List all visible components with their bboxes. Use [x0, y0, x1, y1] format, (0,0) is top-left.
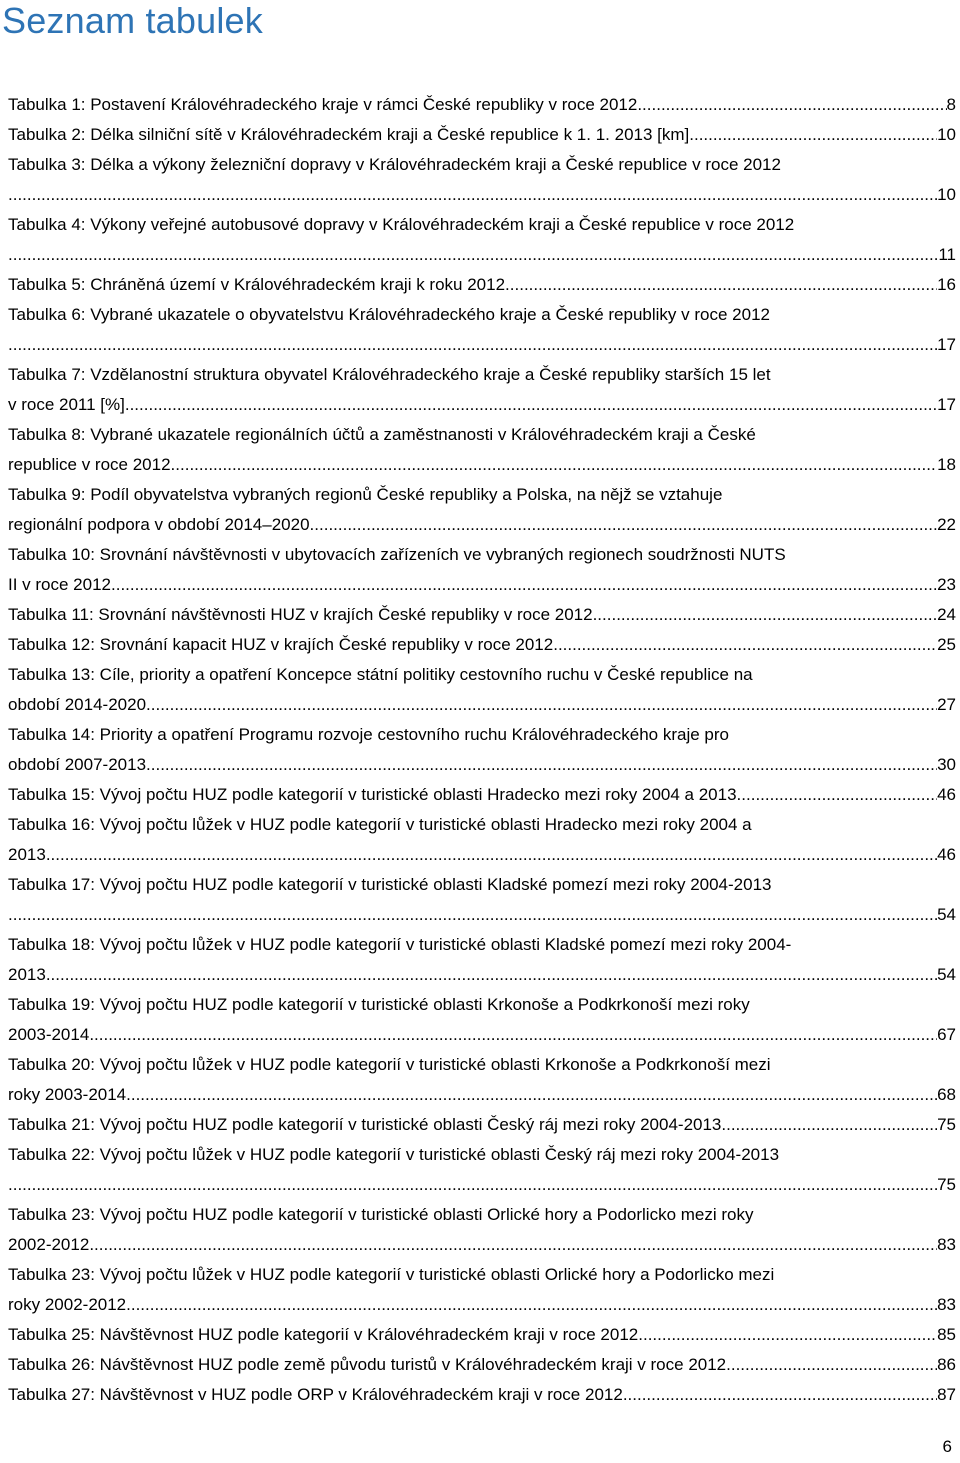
toc-entry-text: 2013 — [8, 845, 46, 864]
toc-entry-text: Tabulka 8: Vybrané ukazatele regionálních účtů a zaměstnanosti v Královéhradeckém kraji a České — [8, 425, 756, 444]
toc-entry-last-line — [8, 240, 956, 270]
dot-leader — [171, 450, 938, 480]
toc-entry-page: 87 — [937, 1385, 956, 1404]
toc-entry-text: 2003-2014 — [8, 1025, 90, 1044]
toc-entry-last-line — [8, 1320, 956, 1350]
toc-entry[interactable] — [8, 480, 956, 540]
toc-entry-last-line — [8, 1380, 956, 1410]
toc-entry-text: 2013 — [8, 965, 46, 984]
dot-leader — [8, 240, 938, 270]
toc-entry-text: republice v roce 2012 — [8, 455, 171, 474]
toc-entry[interactable] — [8, 990, 956, 1050]
toc-entry-last-line — [8, 960, 956, 990]
toc-entry-last-line — [8, 1080, 956, 1110]
toc-entry[interactable] — [8, 120, 956, 150]
toc-entry-page: 17 — [937, 335, 956, 354]
toc-entry-page: 8 — [946, 95, 956, 114]
dot-leader — [689, 120, 937, 150]
toc-entry-last-line — [8, 1170, 956, 1200]
toc-entry-text: Tabulka 16: Vývoj počtu lůžek v HUZ podle kategorií v turistické oblasti Hradecko mezi roky 2004 a — [8, 815, 752, 834]
toc-entry-page: 75 — [937, 1175, 956, 1194]
dot-leader — [310, 510, 938, 540]
toc-entry-page: 27 — [937, 695, 956, 714]
toc-entry[interactable] — [8, 1110, 956, 1140]
toc-entry-text: Tabulka 26: Návštěvnost HUZ podle země původu turistů v Královéhradeckém kraji v roce 2012 — [8, 1355, 727, 1374]
toc-entry-page: 16 — [937, 275, 956, 294]
toc-entry-page: 22 — [937, 515, 956, 534]
toc-entry-last-line — [8, 510, 956, 540]
toc-entry[interactable] — [8, 1350, 956, 1380]
toc-entry[interactable] — [8, 630, 956, 660]
toc-entry[interactable] — [8, 540, 956, 600]
toc-entry-page: 68 — [937, 1085, 956, 1104]
toc-entry-text: Tabulka 7: Vzdělanostní struktura obyvatel Královéhradeckého kraje a České republiky starších 15 let — [8, 365, 771, 384]
toc-entry[interactable] — [8, 600, 956, 630]
dot-leader — [593, 600, 938, 630]
dot-leader — [637, 90, 946, 120]
toc-entry-last-line — [8, 330, 956, 360]
page-title: Seznam tabulek — [2, 0, 263, 41]
toc-entry-page: 46 — [937, 785, 956, 804]
toc-entry-page: 86 — [937, 1355, 956, 1374]
dot-leader — [89, 1020, 937, 1050]
toc-entry[interactable] — [8, 1380, 956, 1410]
dot-leader — [46, 840, 937, 870]
toc-entry-text: Tabulka 14: Priority a opatření Programu rozvoje cestovního ruchu Královéhradeckého kraje pro — [8, 725, 729, 744]
toc-entry[interactable] — [8, 210, 956, 270]
toc-entry-text: Tabulka 10: Srovnání návštěvnosti v ubytovacích zařízeních ve vybraných regionech soudržnosti NUTS — [8, 545, 786, 564]
toc-entry-text: Tabulka 25: Návštěvnost HUZ podle kategorií v Královéhradeckém kraji v roce 2012 — [8, 1325, 639, 1344]
dot-leader — [638, 1320, 937, 1350]
dot-leader — [553, 630, 937, 660]
toc-entry[interactable] — [8, 720, 956, 780]
toc-entry-text: regionální podpora v období 2014–2020 — [8, 515, 310, 534]
toc-entry-last-line — [8, 270, 956, 300]
toc-entry-text: v roce 2011 [%] — [8, 395, 125, 414]
dot-leader — [8, 900, 937, 930]
toc-entry-last-line — [8, 1350, 956, 1380]
table-of-contents — [8, 90, 956, 1410]
toc-entry-text: roky 2002-2012 — [8, 1295, 127, 1314]
toc-entry[interactable] — [8, 660, 956, 720]
toc-entry-page: 23 — [937, 575, 956, 594]
dot-leader — [125, 390, 937, 420]
toc-entry[interactable] — [8, 870, 956, 930]
toc-entry-text: Tabulka 3: Délka a výkony železniční dopravy v Královéhradeckém kraji a České republice v roce 2012 — [8, 155, 781, 174]
toc-entry-text: Tabulka 17: Vývoj počtu HUZ podle kategorií v turistické oblasti Kladské pomezí mezi roky 2004-2013 — [8, 875, 772, 894]
toc-entry-last-line — [8, 690, 956, 720]
toc-entry-page: 10 — [937, 185, 956, 204]
toc-entry[interactable] — [8, 1200, 956, 1260]
toc-entry-text: Tabulka 1: Postavení Královéhradeckého kraje v rámci České republiky v roce 2012 — [8, 95, 638, 114]
toc-entry[interactable] — [8, 780, 956, 810]
toc-entry-text: Tabulka 13: Cíle, priority a opatření Koncepce státní politiky cestovního ruchu v České republice na — [8, 665, 753, 684]
toc-entry[interactable] — [8, 150, 956, 210]
toc-entry[interactable] — [8, 1260, 956, 1320]
toc-entry-text: roky 2003-2014 — [8, 1085, 127, 1104]
dot-leader — [8, 330, 937, 360]
toc-entry-page: 46 — [937, 845, 956, 864]
toc-entry-text: Tabulka 21: Vývoj počtu HUZ podle kategorií v turistické oblasti Český ráj mezi roky 2004-2013 — [8, 1115, 722, 1134]
toc-entry-last-line — [8, 180, 956, 210]
dot-leader — [737, 780, 938, 810]
dot-leader — [8, 180, 937, 210]
toc-entry-page: 83 — [937, 1235, 956, 1254]
toc-entry-page: 17 — [937, 395, 956, 414]
toc-entry-text: Tabulka 23: Vývoj počtu HUZ podle kategorií v turistické oblasti Orlické hory a Podorlicko mezi roky — [8, 1205, 754, 1224]
toc-entry[interactable] — [8, 930, 956, 990]
toc-entry-page: 18 — [937, 455, 956, 474]
toc-entry[interactable] — [8, 1050, 956, 1110]
dot-leader — [146, 750, 937, 780]
toc-entry-last-line — [8, 1020, 956, 1050]
toc-entry-text: Tabulka 12: Srovnání kapacit HUZ v krajích České republiky v roce 2012 — [8, 635, 554, 654]
dot-leader — [505, 270, 937, 300]
dot-leader — [126, 1080, 937, 1110]
toc-entry-page: 83 — [937, 1295, 956, 1314]
toc-entry-page: 54 — [937, 905, 956, 924]
toc-entry-last-line — [8, 600, 956, 630]
toc-entry-last-line — [8, 840, 956, 870]
toc-entry-text: Tabulka 9: Podíl obyvatelstva vybraných regionů České republiky a Polska, na nějž se vztahuje — [8, 485, 723, 504]
toc-entry-text: Tabulka 15: Vývoj počtu HUZ podle kategorií v turistické oblasti Hradecko mezi roky 2004 a 2013 — [8, 785, 737, 804]
toc-entry-last-line — [8, 630, 956, 660]
toc-entry-text: Tabulka 23: Vývoj počtu lůžek v HUZ podle kategorií v turistické oblasti Orlické hory a Podorlicko mezi — [8, 1265, 775, 1284]
toc-entry-page: 75 — [937, 1115, 956, 1134]
toc-entry-last-line — [8, 120, 956, 150]
toc-entry-last-line — [8, 390, 956, 420]
dot-leader — [721, 1110, 937, 1140]
dot-leader — [146, 690, 937, 720]
toc-entry-text: 2002-2012 — [8, 1235, 90, 1254]
toc-entry-last-line — [8, 90, 956, 120]
toc-entry-text: Tabulka 22: Vývoj počtu lůžek v HUZ podle kategorií v turistické oblasti Český ráj mezi roky 2004-2013 — [8, 1145, 780, 1164]
dot-leader — [623, 1380, 937, 1410]
toc-entry-text: Tabulka 11: Srovnání návštěvnosti HUZ v krajích České republiky v roce 2012 — [8, 605, 593, 624]
toc-entry-page: 24 — [937, 605, 956, 624]
toc-entry-text: II v roce 2012 — [8, 575, 112, 594]
toc-entry-last-line — [8, 450, 956, 480]
dot-leader — [111, 570, 937, 600]
toc-entry-text: Tabulka 5: Chráněná území v Královéhradeckém kraji k roku 2012 — [8, 275, 506, 294]
dot-leader — [46, 960, 937, 990]
toc-entry-text: Tabulka 20: Vývoj počtu lůžek v HUZ podle kategorií v turistické oblasti Krkonoše a Podkrkonoší mezi — [8, 1055, 771, 1074]
toc-entry[interactable] — [8, 1140, 956, 1200]
toc-entry[interactable] — [8, 1320, 956, 1350]
toc-entry-last-line — [8, 570, 956, 600]
toc-entry[interactable] — [8, 360, 956, 420]
toc-entry-last-line — [8, 1110, 956, 1140]
toc-entry-text: Tabulka 2: Délka silniční sítě v Královéhradeckém kraji a České republice k 1. 1. 2013 [km] — [8, 125, 690, 144]
toc-entry-page: 85 — [937, 1325, 956, 1344]
toc-entry-text: Tabulka 18: Vývoj počtu lůžek v HUZ podle kategorií v turistické oblasti Kladské pomezí mezi roky 2004- — [8, 935, 792, 954]
toc-entry-page: 10 — [937, 125, 956, 144]
toc-entry-text: Tabulka 19: Vývoj počtu HUZ podle kategorií v turistické oblasti Krkonoše a Podkrkonoší mezi roky — [8, 995, 750, 1014]
dot-leader — [726, 1350, 937, 1380]
toc-entry-text: období 2007-2013 — [8, 755, 147, 774]
toc-entry[interactable] — [8, 270, 956, 300]
toc-entry-text: Tabulka 4: Výkony veřejné autobusové dopravy v Královéhradeckém kraji a České republice v roce 2012 — [8, 215, 795, 234]
toc-entry-last-line — [8, 1290, 956, 1320]
toc-entry[interactable] — [8, 300, 956, 360]
toc-entry[interactable] — [8, 420, 956, 480]
dot-leader — [8, 1170, 937, 1200]
toc-entry-text: období 2014-2020 — [8, 695, 147, 714]
toc-entry-last-line — [8, 780, 956, 810]
toc-entry-page: 54 — [937, 965, 956, 984]
toc-entry-text: Tabulka 27: Návštěvnost v HUZ podle ORP v Královéhradeckém kraji v roce 2012 — [8, 1385, 623, 1404]
toc-entry-page: 30 — [937, 755, 956, 774]
toc-entry[interactable] — [8, 810, 956, 870]
toc-entry-last-line — [8, 900, 956, 930]
toc-entry-page: 25 — [937, 635, 956, 654]
dot-leader — [126, 1290, 937, 1320]
toc-entry-page: 67 — [937, 1025, 956, 1044]
toc-entry-page: 11 — [938, 245, 956, 264]
dot-leader — [89, 1230, 937, 1260]
toc-entry-text: Tabulka 6: Vybrané ukazatele o obyvatelstvu Královéhradeckého kraje a České republiky v roce 2012 — [8, 305, 770, 324]
toc-entry-last-line — [8, 750, 956, 780]
toc-entry-last-line — [8, 1230, 956, 1260]
toc-entry[interactable] — [8, 90, 956, 120]
page-number: 6 — [942, 1437, 952, 1456]
